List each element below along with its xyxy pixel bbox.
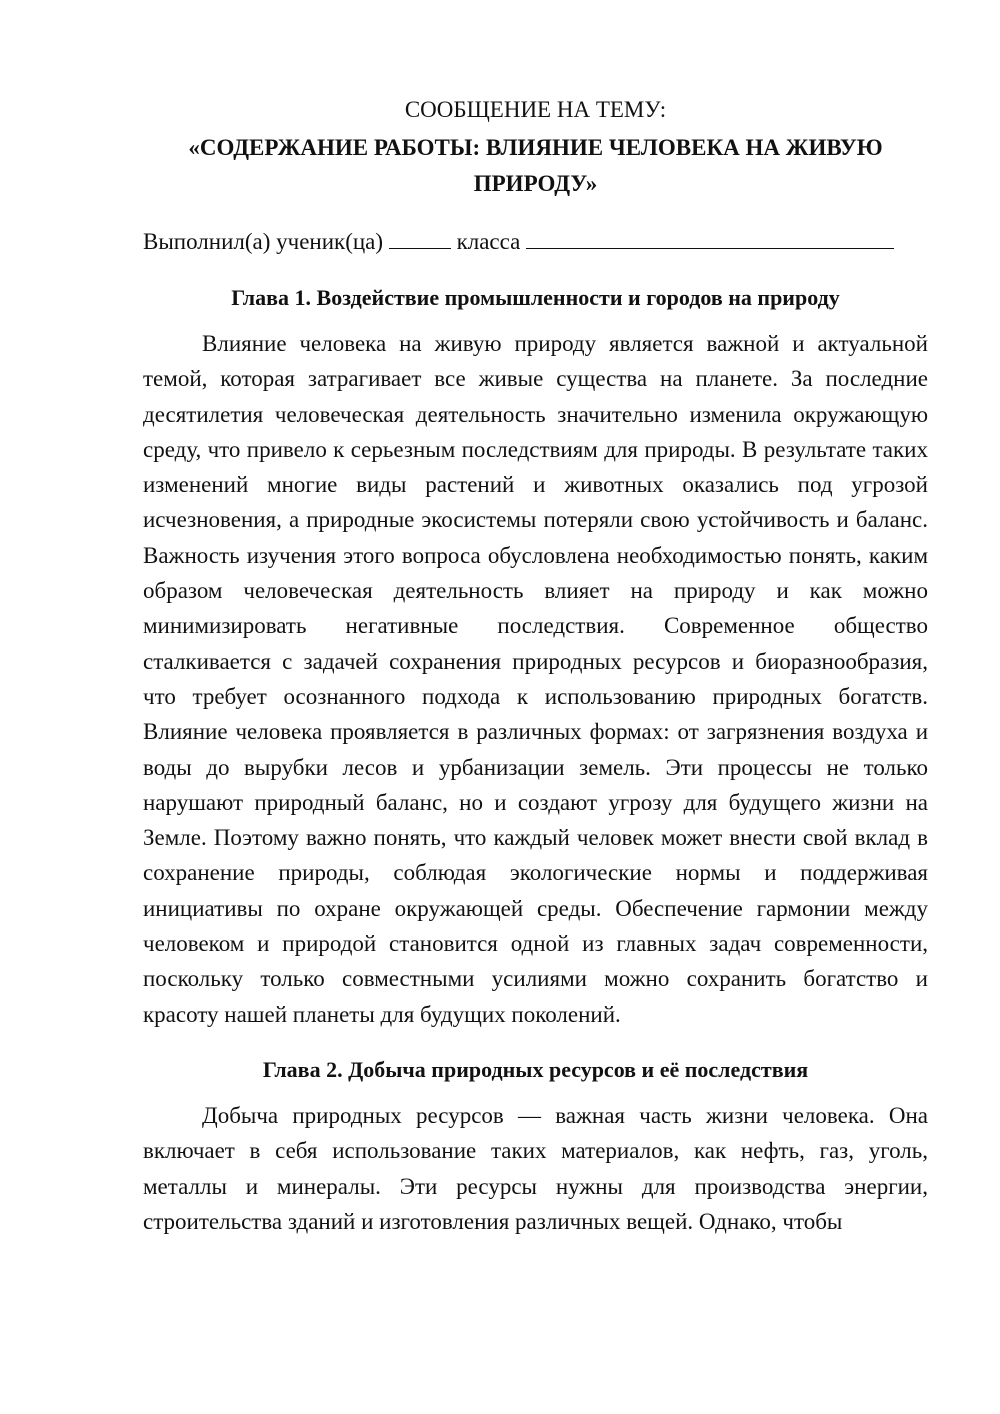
document-title-topic: «СОДЕРЖАНИЕ РАБОТЫ: ВЛИЯНИЕ ЧЕЛОВЕКА НА ЖИВУЮ ПРИРОДУ»	[188, 135, 883, 196]
author-prefix: Выполнил(а) ученик(ца)	[143, 229, 384, 254]
class-label: класса	[456, 229, 521, 254]
chapter-2-title: Глава 2. Добыча природных ресурсов и её последствия	[262, 1056, 809, 1082]
chapter-1-paragraph: Влияние человека на живую природу является важной и актуальной темой, которая затрагивает все живые существа на планете. За последние десятилетия человеческая деятельность значительно изменила окружающую среду, что привело к серьезным последствиям для природы. В результате таких изменений многие виды растений и животных оказались под угрозой исчезновения, а природные экосистемы потеряли свою устойчивость и баланс. Важность изучения этого вопроса обусловлена необходимостью понять, каким образом человеческая деятельность влияет на природу и как можно минимизировать негативные последствия. Современное общество сталкивается с задачей сохранения природных ресурсов и биоразнообразия, что требует осознанного подхода к использованию природных богатств. Влияние человека проявляется в различных формах: от загрязнения воздуха и воды до вырубки лесов и урбанизации земель. Эти процессы не только нарушают природный баланс, но и создают угрозу для будущего жизни на Земле. Поэтому важно понять, что каждый человек может внести свой вклад в сохранение природы, соблюдая экологические нормы и поддерживая инициативы по охране окружающей среды. Обеспечение гармонии между человеком и природой становится одной из главных задач современности, поскольку только совместными усилиями можно сохранить богатство и красоту нашей планеты для будущих поколений.	[143, 331, 928, 1027]
chapter-1-title: Глава 1. Воздействие промышленности и городов на природу	[231, 285, 840, 310]
document-content	[143, 92, 928, 1239]
chapter-2-paragraph: Добыча природных ресурсов — важная часть жизни человека. Она включает в себя использование таких материалов, как нефть, газ, уголь, металлы и минералы. Эти ресурсы нужны для производства энергии, строительства зданий и изготовления различных вещей. Однако, чтобы	[143, 1102, 928, 1234]
author-line	[143, 224, 928, 260]
class-number-blank[interactable]	[389, 224, 451, 249]
document-title-line1: СООБЩЕНИЕ НА ТЕМУ:	[404, 97, 667, 122]
student-name-blank[interactable]	[526, 224, 894, 249]
